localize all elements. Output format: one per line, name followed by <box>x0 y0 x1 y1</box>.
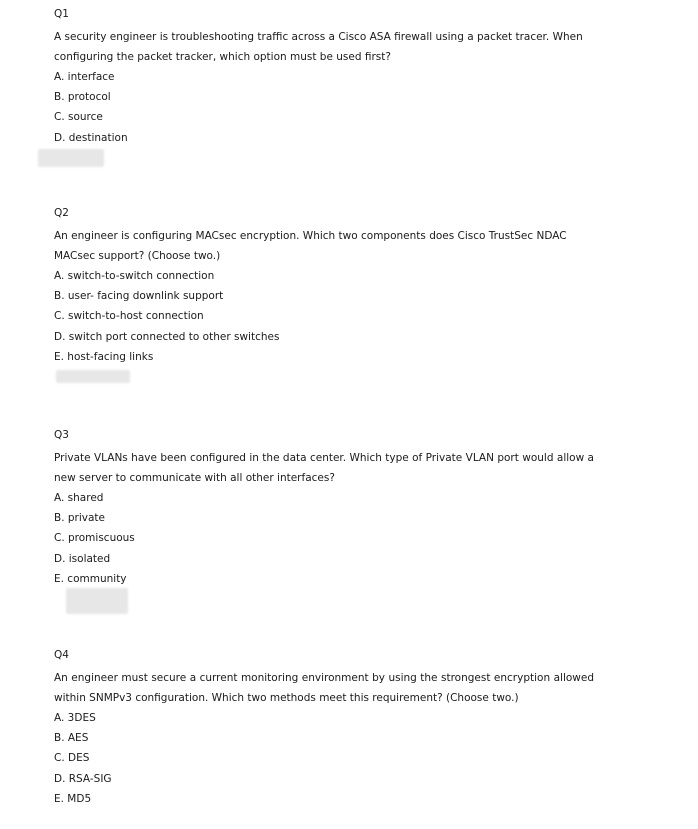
answer-options <box>54 266 594 367</box>
redacted-answer <box>66 588 128 614</box>
question-text: An engineer must secure a current monitoring environment by using the strongest encryption allowed within SNMPv3 configuration. Which two methods meet this requirement? (Choose two.) <box>54 672 594 704</box>
answer-option: B. AES <box>54 732 89 745</box>
answer-option: A. switch-to-switch connection <box>54 270 215 282</box>
question-text: An engineer is configuring MACsec encryption. Which two components does Cisco TrustSec NDAC MACsec support? (Choose two.) <box>54 230 567 262</box>
answer-option: B. user- facing downlink support <box>54 290 224 303</box>
answer-option: A. shared <box>54 492 104 504</box>
answer-options <box>54 708 594 809</box>
question-text: Private VLANs have been configured in the data center. Which type of Private VLAN port would allow a new server to communicate with all other interfaces? <box>54 452 594 484</box>
answer-option: E. MD5 <box>54 792 92 805</box>
answer-option: E. host-facing links <box>54 350 154 363</box>
answer-option: A. interface <box>54 71 115 83</box>
answer-option: C. DES <box>54 752 90 765</box>
question-4 <box>54 645 594 809</box>
redacted-answer <box>56 370 130 383</box>
question-1 <box>54 4 594 148</box>
answer-option: E. community <box>54 572 127 585</box>
answer-option: C. promiscuous <box>54 532 135 545</box>
question-3 <box>54 425 594 589</box>
answer-options <box>54 67 594 148</box>
answer-option: C. source <box>54 111 103 124</box>
question-number: Q1 <box>54 8 69 20</box>
answer-option: C. switch-to-host connection <box>54 310 204 323</box>
answer-option: D. isolated <box>54 552 111 565</box>
answer-option: A. 3DES <box>54 712 96 724</box>
answer-option: D. destination <box>54 131 128 144</box>
question-number: Q4 <box>54 649 69 661</box>
redacted-answer <box>38 149 104 167</box>
question-text: A security engineer is troubleshooting traffic across a Cisco ASA firewall using a packet tracer. When configuring the packet tracker, which option must be used first? <box>54 31 583 63</box>
answer-option: D. RSA-SIG <box>54 772 112 785</box>
question-number: Q3 <box>54 429 69 441</box>
question-number: Q2 <box>54 207 69 219</box>
answer-option: B. private <box>54 512 106 525</box>
answer-option: D. switch port connected to other switches <box>54 330 280 343</box>
answer-option: B. protocol <box>54 91 111 104</box>
question-2 <box>54 203 594 367</box>
answer-options <box>54 488 594 589</box>
